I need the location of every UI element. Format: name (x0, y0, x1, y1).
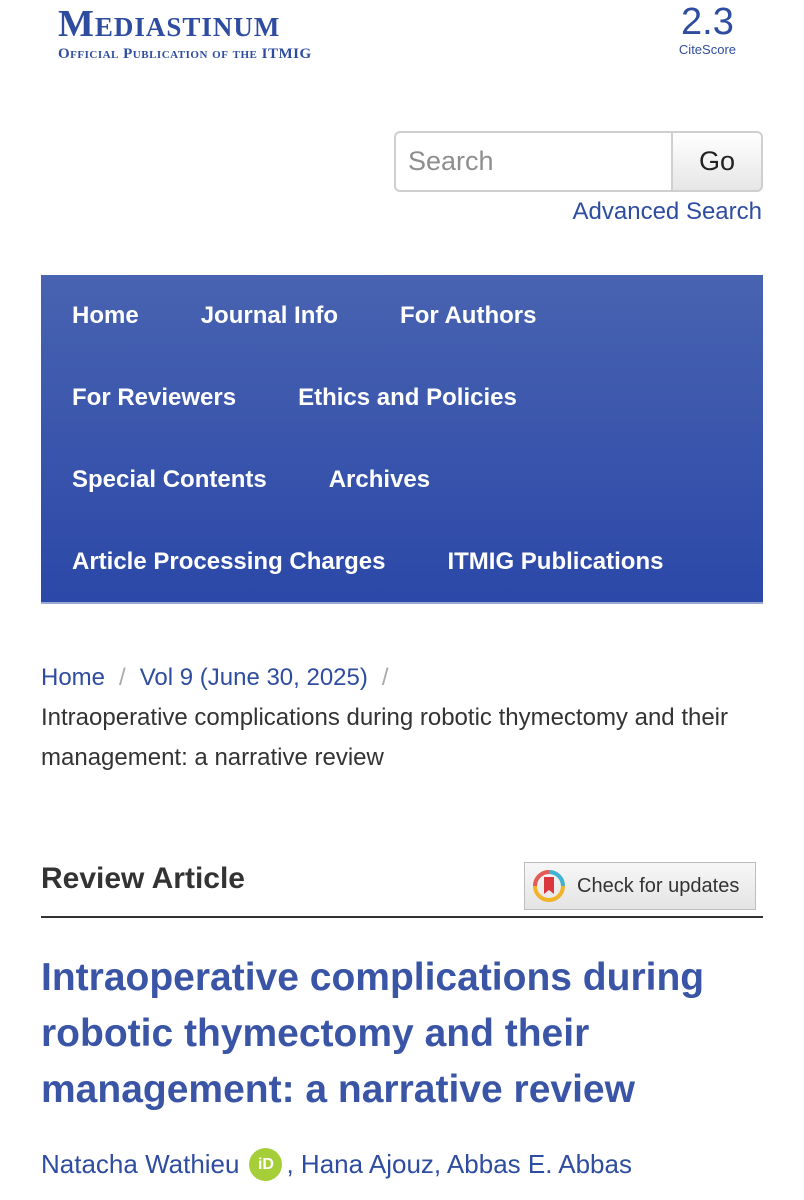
nav-item-ethics-policies[interactable]: Ethics and Policies (298, 384, 517, 411)
check-for-updates-label: Check for updates (577, 874, 740, 897)
main-navigation (41, 275, 763, 604)
nav-item-archives[interactable]: Archives (328, 466, 431, 493)
citescore-value: 2.3 (681, 1, 734, 43)
breadcrumb (41, 658, 763, 778)
breadcrumb-home[interactable]: Home (41, 664, 106, 691)
nav-row (72, 275, 763, 357)
crossmark-icon (533, 870, 565, 902)
nav-row (72, 439, 763, 521)
journal-subtitle: Official Publication of the ITMIG (58, 46, 312, 62)
breadcrumb-separator: / (119, 664, 126, 691)
citescore-badge[interactable] (679, 0, 736, 57)
author-list (41, 1148, 781, 1181)
advanced-search-link[interactable]: Advanced Search (572, 198, 762, 225)
search-go-button[interactable]: Go (671, 131, 763, 192)
orcid-icon[interactable]: iD (249, 1148, 282, 1181)
journal-name: Mediastinum (58, 3, 281, 45)
nav-item-itmig-publications[interactable]: ITMIG Publications (447, 548, 664, 575)
article-type-label: Review Article (41, 862, 245, 895)
nav-item-journal-info[interactable]: Journal Info (200, 302, 339, 329)
article-type-header (41, 858, 763, 918)
breadcrumb-separator: / (381, 664, 389, 691)
nav-item-for-reviewers[interactable]: For Reviewers (72, 384, 237, 411)
nav-item-home[interactable]: Home (72, 302, 139, 329)
nav-item-apc[interactable]: Article Processing Charges (72, 548, 386, 575)
citescore-label: CiteScore (678, 42, 736, 57)
nav-row (72, 521, 763, 603)
nav-row (72, 357, 763, 439)
nav-item-for-authors[interactable]: For Authors (400, 302, 537, 329)
author-link[interactable]: Natacha Wathieu (41, 1149, 240, 1179)
article-title: Intraoperative complications during robotic thymectomy and their management: a narrative review (41, 956, 705, 1111)
journal-logo[interactable] (58, 4, 312, 63)
search-input[interactable] (394, 131, 671, 192)
breadcrumb-current: Intraoperative complications during robotic thymectomy and their management: a narrative review (41, 704, 728, 771)
site-header (0, 0, 804, 80)
search-form (394, 131, 763, 192)
author-links[interactable]: , Hana Ajouz, Abbas E. Abbas (286, 1149, 632, 1179)
check-for-updates-button[interactable] (524, 862, 756, 910)
nav-item-special-contents[interactable]: Special Contents (72, 466, 267, 493)
breadcrumb-volume[interactable]: Vol 9 (June 30, 2025) (139, 664, 368, 691)
